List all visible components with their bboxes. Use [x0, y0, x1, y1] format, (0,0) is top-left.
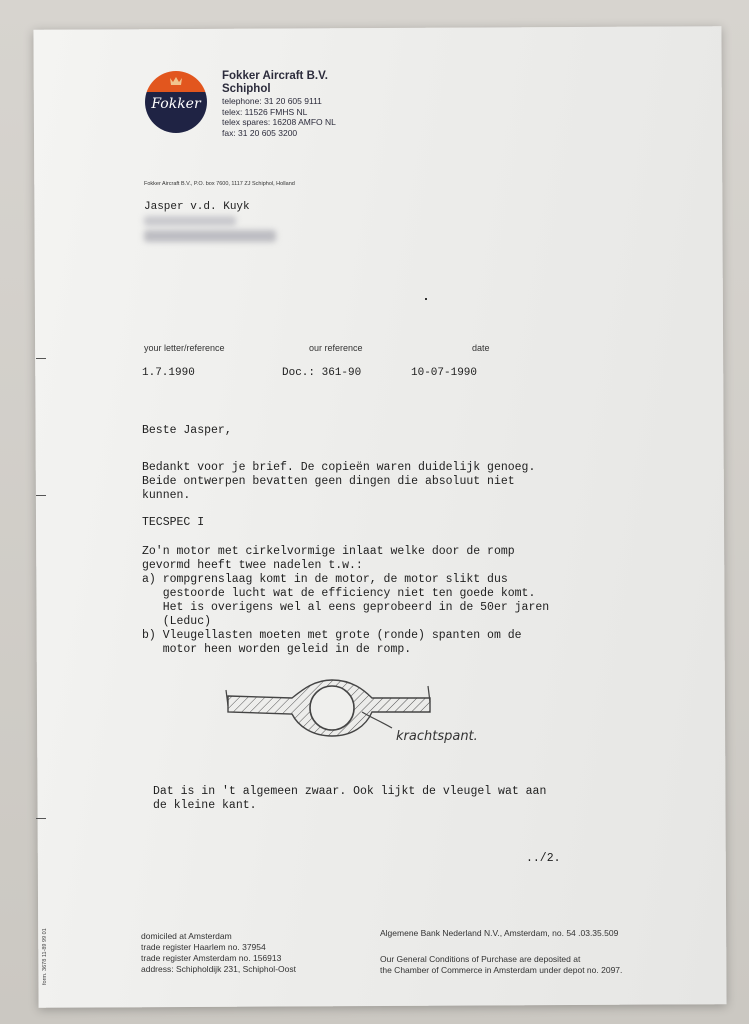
sketch-label: krachtspant.: [396, 729, 478, 744]
list-item-b: b) Vleugellasten moeten met grote (ronde) spanten om de motor heen worden geleid in de romp.: [142, 629, 522, 656]
company-block: [222, 70, 336, 138]
paragraph-intro: Zo'n motor met cirkelvormige inlaat welke door de romp gevormd heeft twee nadelen t.w.:: [142, 545, 515, 572]
frame-sketch: [222, 672, 512, 752]
footer-bank: Algemene Bank Nederland N.V., Amsterdam, no. 54 .03.35.509: [380, 928, 619, 938]
paragraph-closing: Dat is in 't algemeen zwaar. Ook lijkt de vleugel wat aan de kleine kant.: [153, 785, 547, 812]
our-reference-label: our reference: [309, 343, 363, 353]
page-continuation: ../2.: [526, 852, 561, 865]
fold-mark: [36, 818, 46, 819]
fold-mark: [36, 358, 46, 359]
fax: fax: 31 20 605 3200: [222, 127, 298, 138]
fokker-logo: [144, 70, 208, 134]
date-label: date: [472, 343, 490, 353]
our-reference-value: Doc.: 361-90: [282, 367, 362, 379]
ink-dot: [425, 298, 427, 300]
redacted-address-line: [144, 216, 236, 226]
date-value: 10-07-1990: [411, 367, 478, 379]
redacted-address-line: [144, 230, 276, 242]
salutation: Beste Jasper,: [142, 424, 232, 437]
telephone: telephone: 31 20 605 9111: [222, 96, 322, 106]
logo-lettering: Fokker: [151, 96, 201, 112]
telex: telex: 11526 FMHS NL: [222, 106, 308, 117]
your-reference-value: 1.7.1990: [142, 367, 195, 379]
company-city: Schiphol: [222, 83, 271, 95]
recipient-name: Jasper v.d. Kuyk: [144, 201, 250, 213]
telex-spares: telex spares: 16208 AMFO NL: [222, 117, 336, 127]
fold-mark: [36, 495, 46, 496]
paragraph-thanks: Bedankt voor je brief. De copieën waren duidelijk genoeg. Beide ontwerpen bevatten geen dingen die absoluut niet kunnen.: [142, 461, 536, 502]
letter-paper: [33, 26, 726, 1008]
return-address: Fokker Aircraft B.V., P.O. box 7600, 1117 ZJ Schiphol, Holland: [144, 181, 295, 187]
form-number: form. 3678 11-89 99 01: [42, 928, 48, 985]
section-heading: TECSPEC I: [142, 516, 205, 529]
footer-conditions: Our General Conditions of Purchase are deposited at the Chamber of Commerce in Amsterdam under depot no. 2097.: [380, 954, 623, 975]
list-item-a: a) rompgrenslaag komt in de motor, de motor slikt dus gestoorde lucht wat de efficiency niet ten goede komt. Het is overigens wel al eens geprobeerd in de 50er jaren (Leduc): [142, 573, 550, 628]
company-name: Fokker Aircraft B.V.: [222, 70, 328, 82]
footer-company-info: domiciled at Amsterdam trade register Haarlem no. 37954 trade register Amsterdam no. 156913 address: Schipholdijk 231, Schiphol-Oost: [141, 931, 296, 974]
your-reference-label: your letter/reference: [144, 343, 225, 353]
